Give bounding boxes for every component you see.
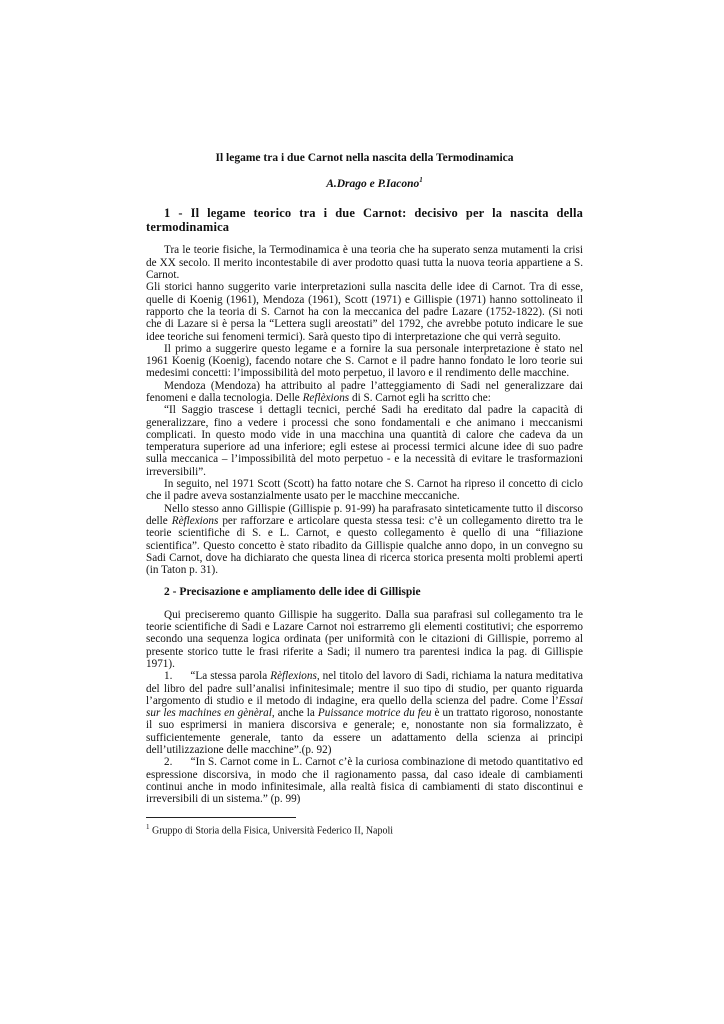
item-1-italic-c: Puissance motrice du feu xyxy=(317,707,432,720)
item-2-text: “In S. Carnot come in L. Carnot c’è la curiosa combinazione di metodo quantitativo ed espressione discorsiva, in modo che il ragionamento passa, dal caso ideale di cambiamenti continui anche in modo infinitesimale, alla realtà fisica di cambiamenti di stato discontinui e irreversibili di un sistema.” (p. 99) xyxy=(146,756,584,806)
item-2-number: 2. xyxy=(164,756,173,769)
item-1-number: 1. xyxy=(164,670,173,683)
p6-text-a: Nello stesso anno Gillispie (Gillispie p. 91-99) ha parafrasato sinteticamente tutto il discorso delle xyxy=(146,502,583,527)
paragraph-7: Qui preciseremo quanto Gillispie ha suggerito. Dalla sua parafrasi sul collegamento tra le teorie scientifiche di Sadi e Lazare Carnot noi estrarremo gli elementi costitutivi; che esporremo secondo una sequenza logica ordinata (per uniformità con le citazioni di Gillispie, porremo al presente storico tutte le frasi riferite a Sadi; il numero tra parentesi indica la pag. di Gillispie 1971). xyxy=(146,608,583,670)
section-1-heading: 1 - Il legame teorico tra i due Carnot: decisivo per la nascita della termodinamica xyxy=(146,206,583,234)
paragraph-3: Il primo a suggerire questo legame e a fornire la sua personale interpretazione è stato nel 1961 Koenig (Koenig), facendo notare che S. Carnot e il padre hanno fondato le loro teorie sui medesimi concetti: l’impossibilità del moto perpetuo, il lavoro e il rendimento delle macchine. xyxy=(146,342,583,380)
item-1-text-a: “La stessa parola xyxy=(190,670,271,683)
list-item-2 xyxy=(146,756,583,805)
footnote-ref: 1 xyxy=(419,176,423,185)
paper-authors xyxy=(166,174,583,190)
paragraph-4 xyxy=(146,380,583,405)
item-1-text-b: nel titolo del lavoro di Sadi, richiama la natura meditativa del libro del padre sull’analisi infinitesimale; mentre il suo tipo di studio, per quanto riguarda l’argomento di studio e il metodo di indagine, era quello della scienza del padre. Come l’ xyxy=(146,670,583,707)
footnote-rule xyxy=(146,817,296,818)
footnote-text: Gruppo di Storia della Fisica, Università Federico II, Napoli xyxy=(149,825,394,837)
paragraph-1: Tra le teorie fisiche, la Termodinamica è una teoria che ha superato senza mutamenti la crisi de XX secolo. Il merito incontestabile di aver prodotto quasi tutta la nuova teoria appartiene a S. Carnot. xyxy=(146,244,583,282)
authors-text: A.Drago e P.Iacono xyxy=(326,178,420,191)
list-item-1 xyxy=(146,670,583,756)
p6-italic: Rèflexions xyxy=(171,514,219,527)
section-2-heading: 2 - Precisazione e ampliamento delle idee di Gillispie xyxy=(164,586,421,599)
item-1-italic-b: Essai sur les machines en gènèral, xyxy=(146,694,583,720)
item-1-text-c: anche la xyxy=(274,707,318,720)
paper-title: Il legame tra i due Carnot nella nascita della Termodinamica xyxy=(215,152,514,164)
footnote-mark: 1 xyxy=(146,823,150,832)
p6-text-b: per rafforzare e articolare questa stessa tesi: c’è un collegamento diretto tra le teorie scientifiche di S. e L. Carnot, e questo collegamento è quello di una “filiazione scientifica”. Questo concetto è stato ribadito da Gillispie qualche anno dopo, in un convegno su Sadi Carnot, dove ha dichiarato che questa linea di ricerca storica presenta molti problemi aperti (in Taton p. 31). xyxy=(146,514,583,577)
paragraph-2: Gli storici hanno suggerito varie interpretazioni sulla nascita delle idee di Carnot. Tra di esse, quelle di Koenig (1961), Mendoza (1961), Scott (1971) e Gillispie (1971) hanno sottolineato il rapporto che la teoria di S. Carnot ha con la meccanica del padre Lazare (1752-1822). (Si noti che di Lazare si è persa la “Lettera sugli areostati” del 1792, che avrebbe potuto indicare le sue idee teoriche sui fenomeni termici). Sarà questo tipo di interpretazione che qui verrà seguito. xyxy=(146,281,583,343)
quote-1: “Il Saggio trascese i dettagli tecnici, perché Sadi ha ereditato dal padre la capacità di generalizzare, fino a vedere i processi che sono fondamentali e che animano i meccanismi complicati. In questo modo vide in una macchina una quantità di calore che cadeva da un temperatura superiore ad una inferiore; egli estese ai processi termici alcune idee di suo padre sulla meccanica – l’impossibilità del moto perpetuo - e la necessità di evitare le trasformazioni irreversibili”. xyxy=(146,404,583,478)
item-1-text-d: è un trattato rigoroso, nonostante il suo esprimersi in maniera discorsiva e generale; e, nonostante non sia formalizzato, è sufficientemente generale, tanto da essere un adattamento della scienza ai principi dell’utilizzazione delle macchine”.(p. 92) xyxy=(146,707,583,756)
item-1-italic-a: Rèflexions, xyxy=(270,670,320,683)
p4-text-b: di S. Carnot egli ha scritto che: xyxy=(349,391,491,404)
paragraph-5: In seguito, nel 1971 Scott (Scott) ha fatto notare che S. Carnot ha ripreso il concetto di ciclo che il padre aveva sostanzialmente usato per le macchine meccaniche. xyxy=(146,478,583,503)
p4-text-a: Mendoza (Mendoza) ha attribuito al padre l’atteggiamento di Sadi nel generalizzare dai fenomeni e dalla tecnologia. Delle xyxy=(146,379,583,404)
document-page xyxy=(146,152,583,838)
p4-italic: Reflèxions xyxy=(302,391,350,404)
footnote xyxy=(146,821,583,837)
paragraph-6 xyxy=(146,503,583,577)
